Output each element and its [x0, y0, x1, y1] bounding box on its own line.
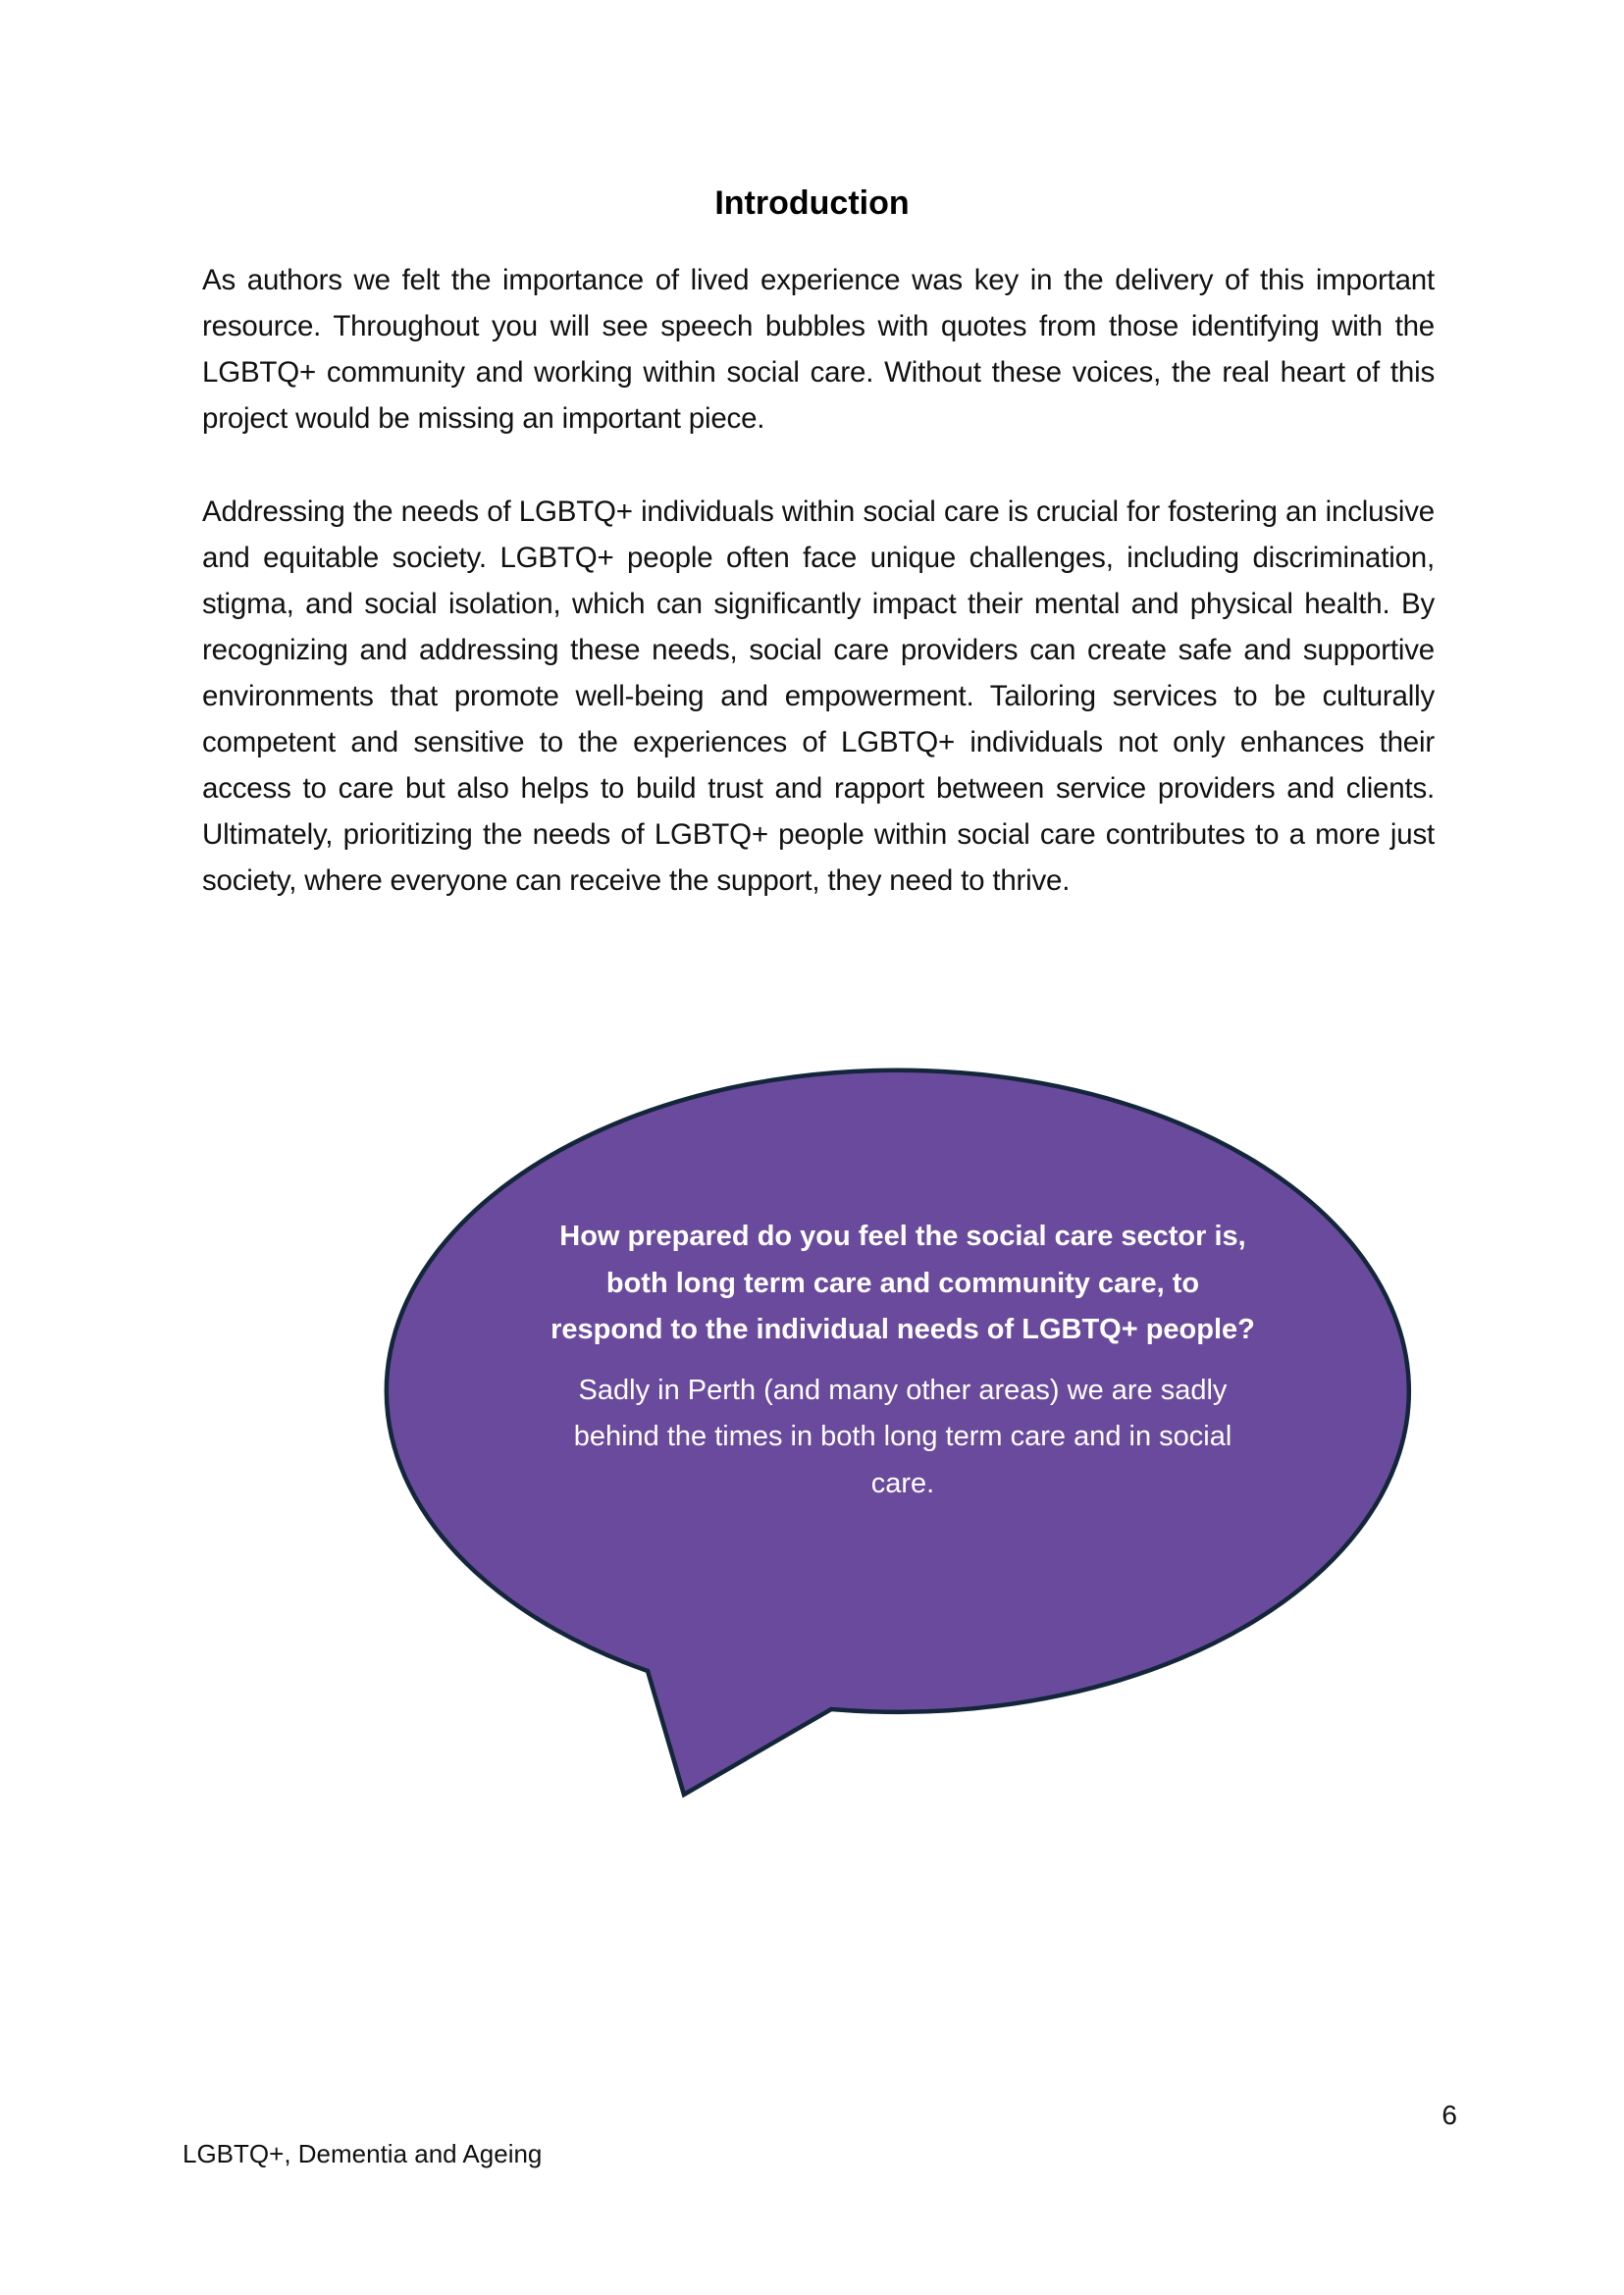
needs-paragraph: Addressing the needs of LGBTQ+ individuals within social care is crucial for fostering an inclusive and equitable society. LGBTQ+ people often face unique challenges, including discrimination, stigma, and social isolation, which can significantly impact their mental and physical health. By recognizing and addressing these needs, social care providers can create safe and supportive environments that promote well-being and empowerment. Tailoring services to be culturally competent and sensitive to the experiences of LGBTQ+ individuals not only enhances their access to care but also helps to build trust and rapport between service providers and clients. Ultimately, prioritizing the needs of LGBTQ+ people within social care contributes to a more just society, where everyone can receive the support, they need to thrive.: [202, 496, 1435, 897]
footer-document-title: LGBTQ+, Dementia and Ageing: [183, 2139, 543, 2168]
page-number: 6: [1441, 2100, 1457, 2130]
speech-bubble-content: [550, 1214, 1256, 1507]
bubble-question: How prepared do you feel the social care sector is, both long term care and community care, to respond to the individual needs of LGBTQ+ people?: [550, 1221, 1255, 1345]
intro-paragraph: As authors we felt the importance of lived experience was key in the delivery of this important resource. Throughout you will see speech bubbles with quotes from those identifying with the LGBTQ+ community and working within social care. Without these voices, the real heart of this project would be missing an important piece.: [202, 264, 1435, 435]
bubble-answer: Sadly in Perth (and many other areas) we are sadly behind the times in both long term care and in social care.: [573, 1374, 1232, 1499]
page-heading: Introduction: [714, 184, 910, 222]
